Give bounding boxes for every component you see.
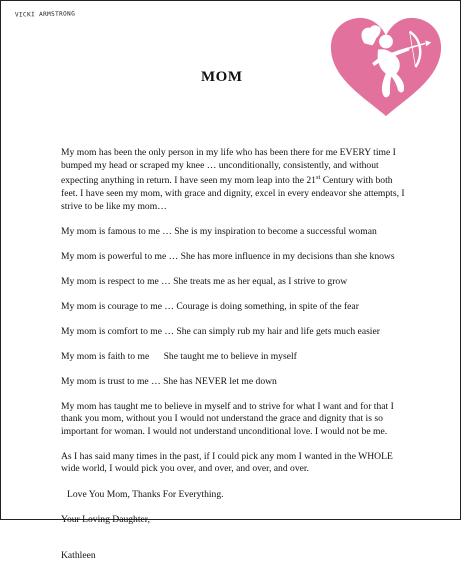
heart-cupid-icon xyxy=(327,13,445,123)
intro-paragraph xyxy=(61,147,406,213)
intro-text-b: Century with both feet. I have seen my mom, with grace and dignity, excel in every endeavor she attempts, I strive to be like my mom… xyxy=(61,175,405,212)
intro-superscript: st xyxy=(315,174,321,182)
intro-text-a: My mom has been the only person in my life who has been there for me EVERY time I bumped my head or scraped my knee … unconditionally, consistently, and without expecting anything in return. I have seen my mom leap into the 21 xyxy=(61,147,396,187)
author-note: VICKI ARMSTRONG xyxy=(14,10,76,19)
closing-line: Love You Mom, Thanks For Everything. xyxy=(67,488,224,500)
line-trust: My mom is trust to me … She has NEVER let me down xyxy=(61,375,277,387)
page-title: MOM xyxy=(201,69,243,85)
paragraph-pick: As I has said many times in the past, if I could pick any mom I wanted in the WHOLE wide world, I would pick you over, and over, and over, and over. xyxy=(61,450,393,475)
line-powerful: My mom is powerful to me … She has more influence in my decisions than she knows xyxy=(61,250,395,262)
signoff-line: Your Loving Daughter, xyxy=(61,513,150,525)
paragraph-taught: My mom has taught me to believe in myself and to strive for what I want and for that I thank you mom, without you I would not understand the grace and dignity that is so important for woman. I would not understand unconditional love. I would not be me. xyxy=(61,400,394,437)
line-famous: My mom is famous to me … She is my inspiration to become a successful woman xyxy=(61,225,377,237)
signature: Kathleen xyxy=(61,550,96,562)
line-courage: My mom is courage to me … Courage is doing something, in spite of the fear xyxy=(61,300,359,312)
letter-body xyxy=(61,147,406,575)
line-respect: My mom is respect to me … She treats me as her equal, as I strive to grow xyxy=(61,275,348,287)
line-comfort: My mom is comfort to me … She can simply rub my hair and life gets much easier xyxy=(61,325,380,337)
line-faith: My mom is faith to me She taught me to believe in myself xyxy=(61,350,297,362)
